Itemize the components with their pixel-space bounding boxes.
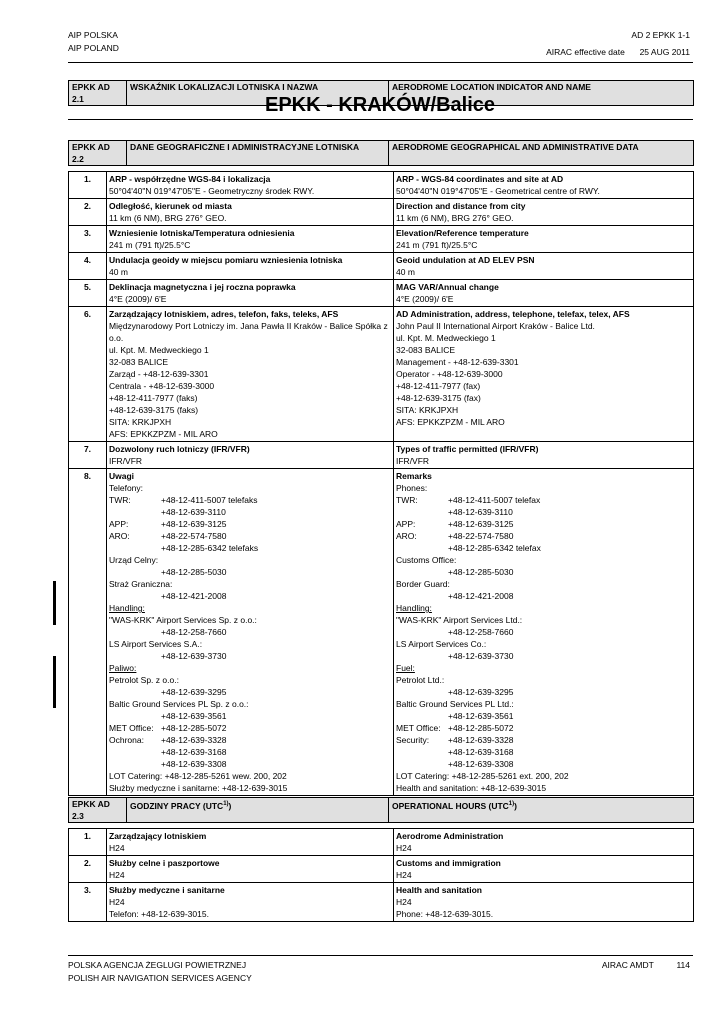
cell-body-pl: H24: [109, 870, 125, 880]
airac-date: 25 AUG 2011: [639, 47, 690, 57]
cell-body-en: 50°04'40"N 019°47'05"E - Geometrical centre of RWY.: [396, 186, 600, 196]
address-line: ul. Kpt. M. Medweckiego 1: [396, 333, 496, 343]
remark-line: Petrolot Sp. z o.o.:: [109, 675, 179, 685]
address-line: +48-12-639-3175 (faks): [109, 405, 199, 415]
remark-value: +48-12-411-5007 telefaks: [161, 495, 258, 505]
table-row: [69, 442, 694, 469]
section-title-en: AERODROME LOCATION INDICATOR AND NAME: [389, 81, 694, 106]
cell-head-en: Types of traffic permitted (IFR/VFR): [396, 444, 539, 454]
remark-value: +48-12-639-3561: [448, 711, 514, 721]
section-title-close: ): [514, 800, 517, 811]
cell-head-pl: Służby medyczne i sanitarne: [109, 885, 225, 895]
cell-head-en: Geoid undulation at AD ELEV PSN: [396, 255, 535, 265]
remark-label: MET Office:: [109, 723, 154, 733]
row-number: 2.: [69, 856, 107, 883]
cell-body-en: 4°E (2009)/ 6'E: [396, 294, 454, 304]
footer-agency-pl: POLSKA AGENCJA ŻEGLUGI POWIETRZNEJ: [68, 960, 247, 970]
cell-head-pl: ARP - współrzędne WGS-84 i lokalizacja: [109, 174, 271, 184]
section-title-text: GODZINY PRACY (UTC: [130, 800, 224, 811]
cell-head-pl: Uwagi: [109, 471, 135, 481]
row-number: 8.: [69, 469, 107, 796]
remark-line: LS Airport Services S.A.:: [109, 639, 203, 649]
remark-value: +48-12-639-3730: [448, 651, 514, 661]
remark-label: Ochrona:: [109, 735, 144, 745]
address-line: 32-083 BALICE: [396, 345, 456, 355]
cell-head-en: Customs and immigration: [396, 858, 501, 868]
table-row: [69, 883, 694, 922]
remark-value: +48-12-285-5030: [448, 567, 514, 577]
cell-head-en: ARP - WGS-84 coordinates and site at AD: [396, 174, 564, 184]
cell-head-pl: Odległość, kierunek od miasta: [109, 201, 232, 211]
footer-amdt: [602, 961, 690, 971]
cell-body-en: 40 m: [396, 267, 415, 277]
table-row: [69, 253, 694, 280]
section-2-2-table: [68, 171, 694, 796]
header-rule: [68, 62, 693, 63]
cell-body-pl: 40 m: [109, 267, 128, 277]
remark-value: +48-12-639-3168: [161, 747, 227, 757]
row-number: 3.: [69, 226, 107, 253]
row-number: 1.: [69, 172, 107, 199]
remark-subheading: Paliwo:: [109, 663, 137, 673]
cell-body-pl: 50°04'40"N 019°47'05"E - Geometryczny środek RWY.: [109, 186, 315, 196]
section-title-pl: DANE GEOGRAFICZNE I ADMINISTRACYJNE LOTNISKA: [127, 141, 389, 166]
row-number: 6.: [69, 307, 107, 442]
remark-subheading: Handling:: [396, 603, 432, 613]
remark-value: +48-12-639-3125: [161, 519, 227, 529]
cell-body-en: H24: [396, 843, 412, 853]
cell-head-pl: Zarządzający lotniskiem, adres, telefon, faks, teleks, AFS: [109, 309, 339, 319]
remark-line: LOT Catering: +48-12-285-5261 wew. 200, 202: [109, 771, 287, 781]
remark-label: ARO:: [109, 531, 130, 541]
cell-head-pl: Undulacja geoidy w miejscu pomiaru wzniesienia lotniska: [109, 255, 343, 265]
cell-body-pl: H24: [109, 843, 125, 853]
amdt-number: 114: [676, 960, 690, 970]
section-code: EPKK AD 2.2: [69, 141, 127, 166]
cell-body-pl: Telefon: +48-12-639-3015.: [109, 909, 209, 919]
table-row: [69, 280, 694, 307]
remark-label: Security:: [396, 735, 430, 745]
remark-line: Straż Graniczna:: [109, 579, 173, 589]
remark-value: +48-12-639-3168: [448, 747, 514, 757]
address-line: +48-12-411-7977 (fax): [396, 381, 481, 391]
remark-label: ARO:: [396, 531, 417, 541]
header-airac: [546, 48, 690, 58]
title-rule: [68, 119, 693, 120]
row-number: 3.: [69, 883, 107, 922]
table-row: [69, 856, 694, 883]
remark-subheading: Handling:: [109, 603, 145, 613]
remark-line: Urząd Celny:: [109, 555, 159, 565]
remark-line: Baltic Ground Services PL Ltd.:: [396, 699, 514, 709]
remark-value: +48-12-639-3295: [448, 687, 514, 697]
remark-value: +48-12-639-3308: [448, 759, 514, 769]
address-line: SITA: KRKJPXH: [396, 405, 459, 415]
remark-value: +48-12-639-3328: [448, 735, 514, 745]
cell-body-en: H24: [396, 897, 412, 907]
header-aip-en: AIP POLAND: [68, 43, 119, 53]
remark-value: +48-22-574-7580: [161, 531, 227, 541]
aerodrome-title: EPKK - KRAKÓW/Balice: [264, 94, 496, 116]
cell-body-pl: 241 m (791 ft)/25.5°C: [109, 240, 191, 250]
cell-head-pl: Zarządzający lotniskiem: [109, 831, 207, 841]
cell-head-en: Aerodrome Administration: [396, 831, 504, 841]
section-title-text: OPERATIONAL HOURS (UTC: [392, 800, 509, 811]
section-code: EPKK AD 2.3: [69, 798, 127, 823]
cell-head-en: Health and sanitation: [396, 885, 482, 895]
remark-value: +48-12-285-6342 telefaks: [161, 543, 259, 553]
remark-label: TWR:: [396, 495, 418, 505]
remark-value: +48-22-574-7580: [448, 531, 514, 541]
remark-line: Petrolot Ltd.:: [396, 675, 445, 685]
remark-value: +48-12-639-3308: [161, 759, 227, 769]
remark-line: "WAS-KRK" Airport Services Ltd.:: [396, 615, 523, 625]
airac-label: AIRAC effective date: [546, 47, 625, 57]
row-number: 7.: [69, 442, 107, 469]
remarks-en: [394, 469, 694, 796]
remarks-pl: [107, 469, 394, 796]
section-2-2-header: [68, 140, 694, 166]
table-row: [69, 199, 694, 226]
remark-value: +48-12-258-7660: [161, 627, 227, 637]
cell-head-en: MAG VAR/Annual change: [396, 282, 499, 292]
change-bar: [53, 581, 56, 625]
section-title-close: ): [228, 800, 232, 811]
remark-value: +48-12-285-6342 telefax: [448, 543, 541, 553]
section-2-3-table: [68, 828, 694, 922]
table-row: [69, 307, 694, 442]
remark-value: +48-12-639-3730: [161, 651, 227, 661]
cell-body-en: IFR/VFR: [396, 456, 430, 466]
address-line: +48-12-639-3175 (fax): [396, 393, 481, 403]
remark-line: "WAS-KRK" Airport Services Sp. z o.o.:: [109, 615, 257, 625]
cell-body-en: Phone: +48-12-639-3015.: [396, 909, 494, 919]
remark-value: +48-12-411-5007 telefax: [448, 495, 541, 505]
remark-line: Border Guard:: [396, 579, 450, 589]
cell-head-pl: Dozwolony ruch lotniczy (IFR/VFR): [109, 444, 250, 454]
footer-agency-en: POLISH AIR NAVIGATION SERVICES AGENCY: [68, 973, 252, 983]
section-code: EPKK AD 2.1: [69, 81, 127, 106]
address-line: Operator - +48-12-639-3000: [396, 369, 503, 379]
remark-value: +48-12-285-5072: [448, 723, 514, 733]
section-title-pl: WSKAŹNIK LOKALIZACJI LOTNISKA I NAZWA: [127, 81, 389, 106]
address-line: Management - +48-12-639-3301: [396, 357, 519, 367]
row-number: 5.: [69, 280, 107, 307]
cell-head-pl: Służby celne i paszportowe: [109, 858, 220, 868]
cell-head-en: Remarks: [396, 471, 432, 481]
address-line: Zarząd - +48-12-639-3301: [109, 369, 209, 379]
change-bar: [53, 656, 56, 708]
address-line: SITA: KRKJPXH: [109, 417, 172, 427]
cell-body-pl: IFR/VFR: [109, 456, 143, 466]
remark-value: +48-12-421-2008: [448, 591, 514, 601]
table-row: [69, 172, 694, 199]
address-line: Centrala - +48-12-639-3000: [109, 381, 215, 391]
cell-head-pl: Wzniesienie lotniska/Temperatura odniesienia: [109, 228, 295, 238]
remark-value: +48-12-639-3328: [161, 735, 227, 745]
remark-value: +48-12-258-7660: [448, 627, 514, 637]
cell-head-pl: Deklinacja magnetyczna i jej roczna poprawka: [109, 282, 296, 292]
section-title-en: AERODROME GEOGRAPHICAL AND ADMINISTRATIVE DATA: [389, 141, 694, 166]
footer-rule: [68, 955, 693, 956]
row-number: 4.: [69, 253, 107, 280]
remark-value: +48-12-639-3295: [161, 687, 227, 697]
remark-value: +48-12-421-2008: [161, 591, 227, 601]
remark-line: Customs Office:: [396, 555, 457, 565]
remark-label: APP:: [109, 519, 129, 529]
cell-body-pl: 4°E (2009)/ 6'E: [109, 294, 167, 304]
remark-label: MET Office:: [396, 723, 441, 733]
address-line: 32-083 BALICE: [109, 357, 169, 367]
address-line: Międzynarodowy Port Lotniczy im. Jana Pawła II Kraków - Balice Spółka z o.o.: [109, 321, 388, 343]
address-line: AFS: EPKKZPZM - MIL ARO: [396, 417, 505, 427]
table-row: [69, 469, 694, 796]
table-row: [69, 226, 694, 253]
address-line: AFS: EPKKZPZM - MIL ARO: [109, 429, 218, 439]
cell-body-en: 11 km (6 NM), BRG 276° GEO.: [396, 213, 514, 223]
cell-head-en: Direction and distance from city: [396, 201, 526, 211]
remark-subheading: Fuel:: [396, 663, 415, 673]
remark-line: Phones:: [396, 483, 428, 493]
amdt-label: AIRAC AMDT: [601, 960, 654, 970]
footnote-ref: 1): [223, 801, 229, 807]
remark-line: LS Airport Services Co.:: [396, 639, 487, 649]
cell-head-en: AD Administration, address, telephone, telefax, telex, AFS: [396, 309, 630, 319]
footnote-ref: 1): [508, 801, 515, 807]
table-row: [69, 829, 694, 856]
cell-body-en: 241 m (791 ft)/25.5°C: [396, 240, 478, 250]
remark-line: Baltic Ground Services PL Sp. z o.o.:: [109, 699, 249, 709]
address-line: John Paul II International Airport Kraków - Balice Ltd.: [396, 321, 595, 331]
section-title-en: [389, 798, 694, 823]
section-title-pl: [127, 798, 389, 823]
remark-label: APP:: [396, 519, 416, 529]
remark-line: LOT Catering: +48-12-285-5261 ext. 200, 202: [396, 771, 569, 781]
remark-label: TWR:: [109, 495, 131, 505]
remark-line: Health and sanitation: +48-12-639-3015: [396, 783, 547, 793]
remark-value: +48-12-639-3561: [161, 711, 227, 721]
remark-value: +48-12-285-5030: [161, 567, 227, 577]
cell-body-en: H24: [396, 870, 412, 880]
cell-head-en: Elevation/Reference temperature: [396, 228, 529, 238]
remark-value: +48-12-639-3125: [448, 519, 514, 529]
header-page-id: AD 2 EPKK 1-1: [631, 30, 690, 40]
row-number: 2.: [69, 199, 107, 226]
remark-line: Służby medyczne i sanitarne: +48-12-639-3015: [109, 783, 288, 793]
remark-value: +48-12-285-5072: [161, 723, 227, 733]
header-aip-pl: AIP POLSKA: [68, 30, 118, 40]
remark-value: +48-12-639-3110: [161, 507, 226, 517]
remark-line: Telefony:: [109, 483, 144, 493]
address-line: ul. Kpt. M. Medweckiego 1: [109, 345, 209, 355]
address-line: +48-12-411-7977 (faks): [109, 393, 198, 403]
section-2-3-header: [68, 797, 694, 823]
cell-body-pl: H24: [109, 897, 125, 907]
row-number: 1.: [69, 829, 107, 856]
remark-value: +48-12-639-3110: [448, 507, 513, 517]
cell-body-pl: 11 km (6 NM), BRG 276° GEO.: [109, 213, 227, 223]
